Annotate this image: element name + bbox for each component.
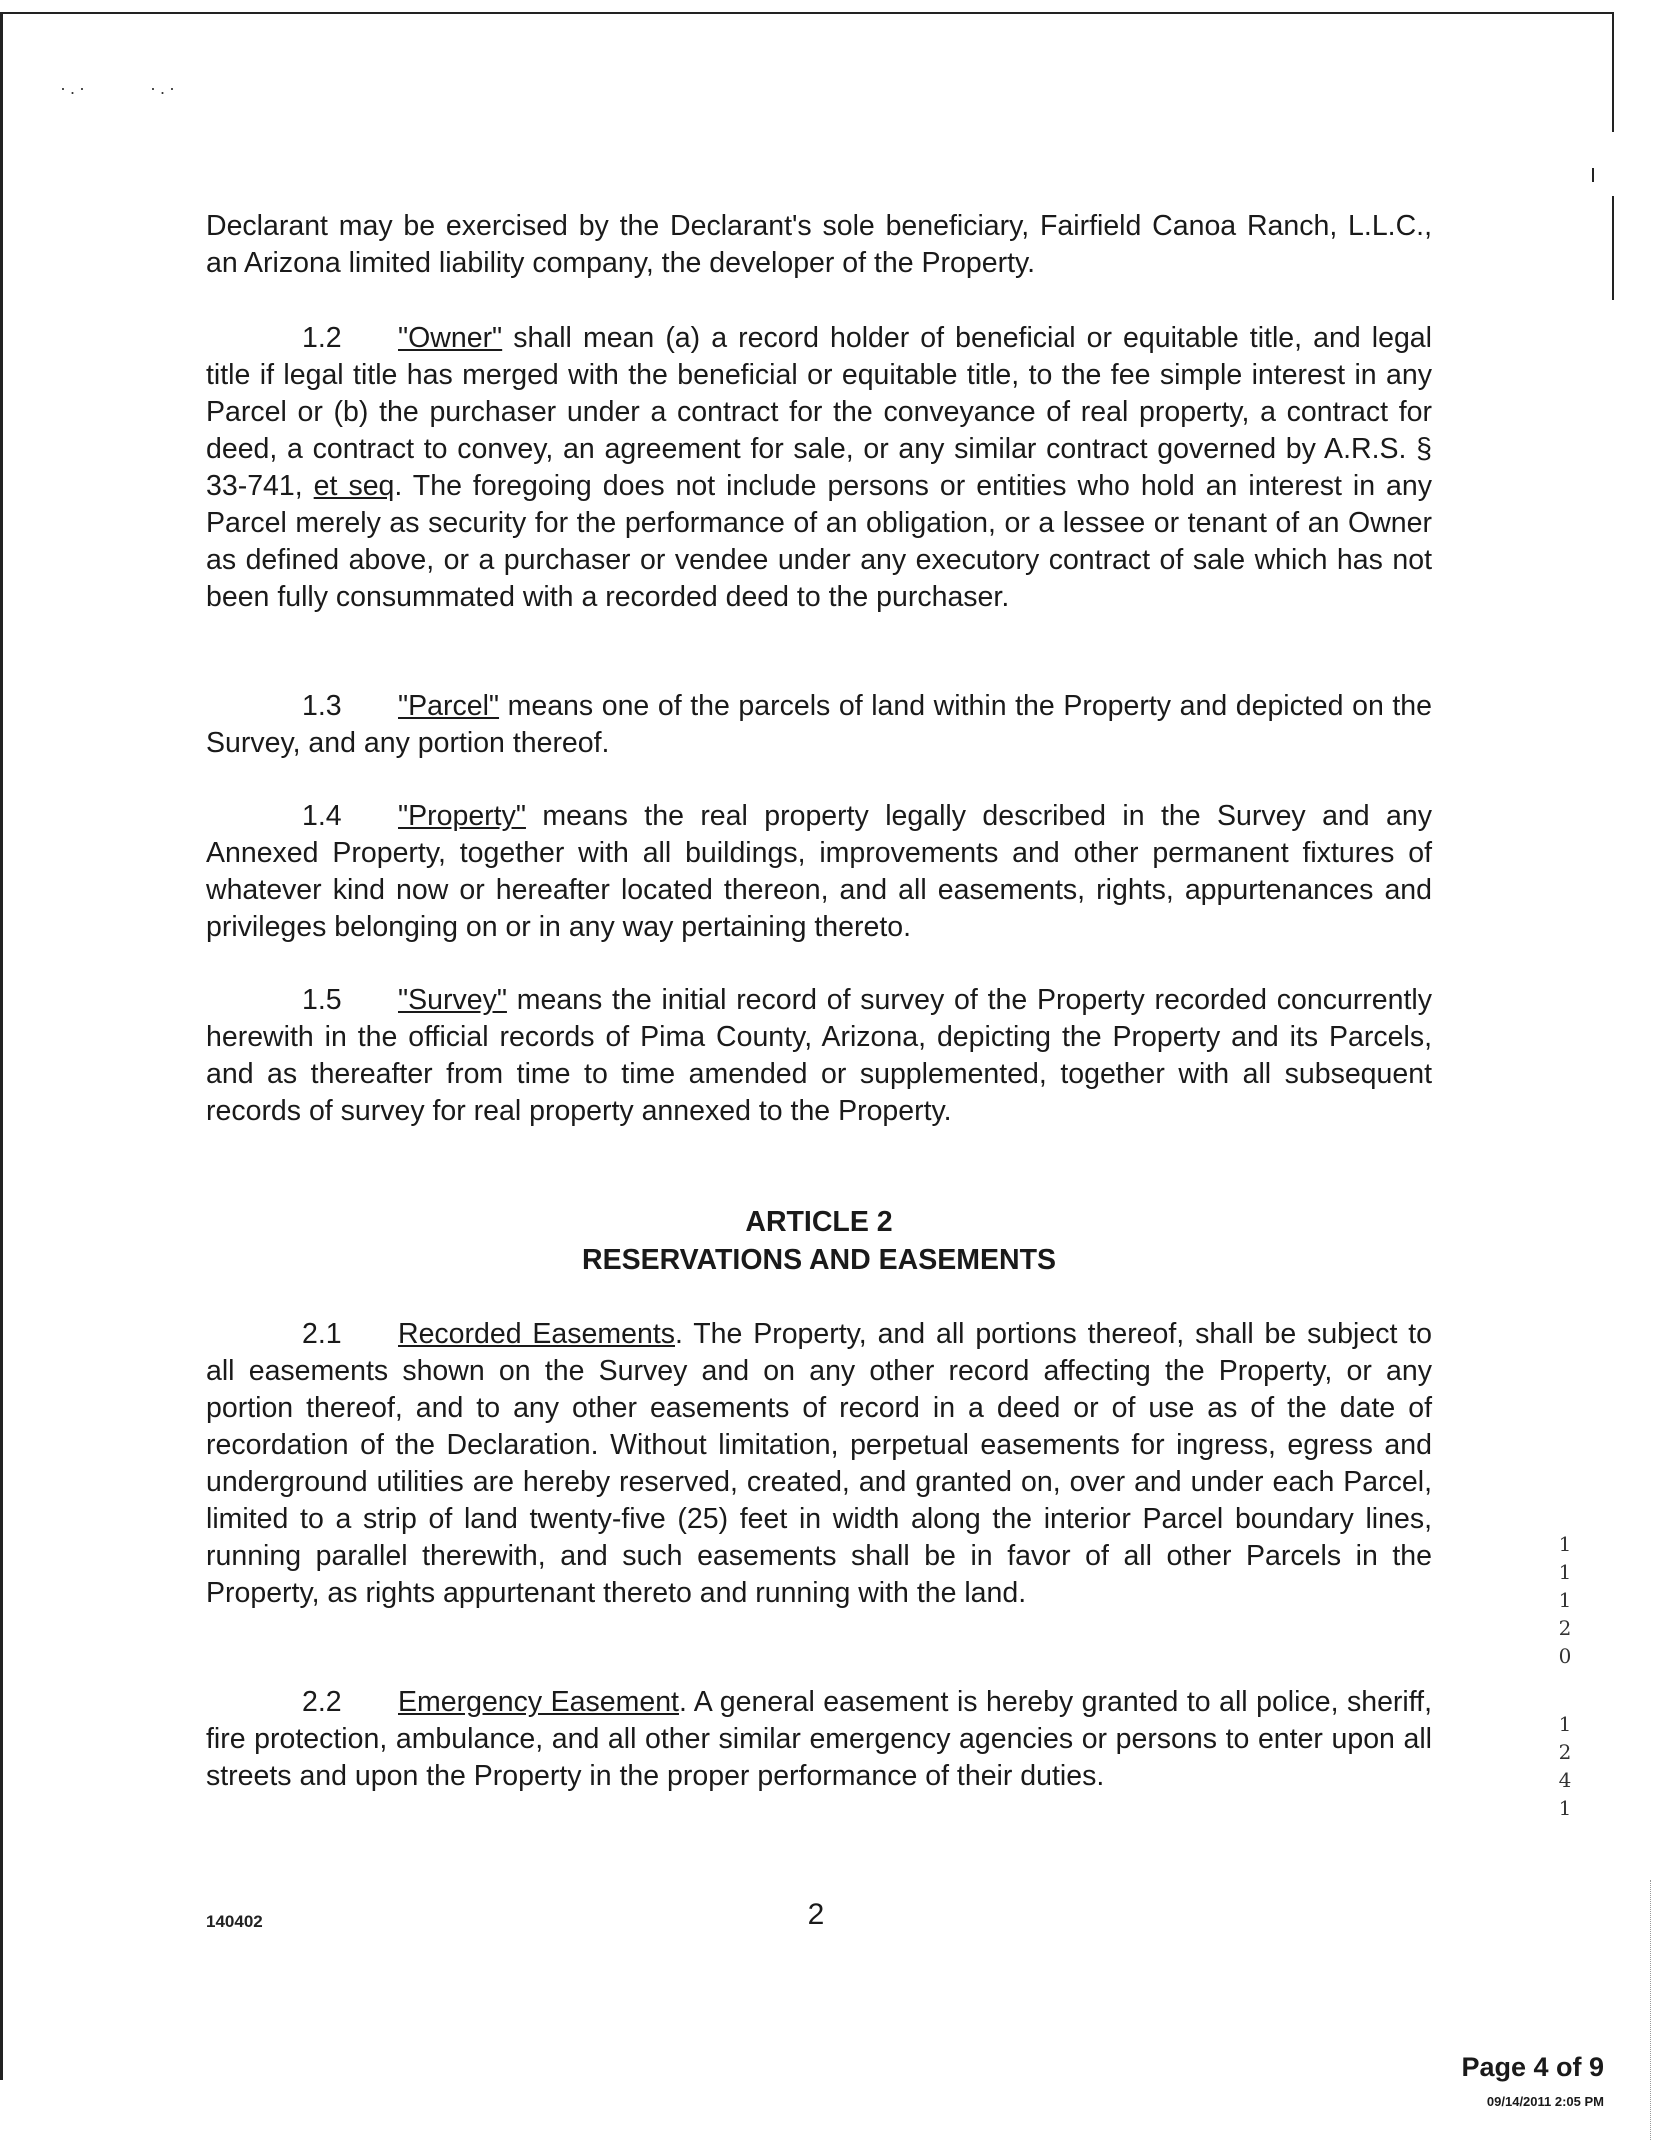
scan-border-right	[1612, 12, 1614, 132]
scan-edge-right	[1650, 1880, 1652, 2140]
stamp-digit: 1	[1558, 1532, 1572, 1556]
document-code: 140402	[206, 1912, 263, 1931]
stamp-digit: 1	[1558, 1796, 1572, 1820]
section-text: means the initial record of survey of the Property recorded concurrently herewith in the official records of Pima County, Arizona, depicting the Property and its Parcels, and as thereafter from time to time amended or supplemented, together with all subsequent records of survey for real property annexed to the Property.	[206, 984, 1432, 1127]
section-heading: Recorded Easements	[398, 1318, 675, 1350]
section-number: 1.4	[302, 800, 342, 832]
section-text: shall mean (a) a record holder of beneficial or equitable title, and legal title if legal title has merged with the beneficial or equitable title, to the fee simple interest in any Parcel or (b) the purchaser under a contract for the conveyance of real property, a contract for deed, a contract to convey, an agreement for sale, or any similar contract governed by A.R.S. § 33-741,	[206, 322, 1432, 502]
section-text: . The Property, and all portions thereof, shall be subject to all easements shown on the Survey and on any other record affecting the Property, or any portion thereof, and to any other easements of record in a deed or of use as of the date of recordation of the Declaration. Without limitation, perpetual easements for ingress, egress and underground utilities are hereby reserved, created, and granted on, over and under each Parcel, limited to a strip of land twenty-five (25) feet in width along the interior Parcel boundary lines, running parallel therewith, and such easements shall be in favor of all other Parcels in the Property, as rights appurtenant thereto and running with the land.	[206, 1318, 1433, 1609]
stamp-digit: 0	[1558, 1644, 1572, 1668]
recorder-stamp	[1552, 1530, 1578, 1822]
scan-border-top	[0, 12, 1614, 14]
section-number: 1.5	[302, 984, 342, 1016]
defined-term: "Parcel"	[398, 690, 500, 722]
defined-term: "Property"	[398, 800, 526, 832]
page-number: 2	[807, 1898, 825, 1931]
defined-term: "Survey"	[398, 984, 507, 1016]
scan-speck: ·.·	[150, 78, 179, 98]
section-2-1	[206, 1316, 1432, 1612]
stamp-digit: 1	[1558, 1712, 1572, 1736]
scan-border-left	[0, 12, 3, 2076]
stamp-digit: 1	[1558, 1588, 1572, 1612]
print-timestamp: 09/14/2011 2:05 PM	[1486, 2094, 1604, 2109]
section-heading: Emergency Easement	[398, 1686, 679, 1718]
article-subtitle: RESERVATIONS AND EASEMENTS	[581, 1244, 1056, 1276]
section-1-5	[206, 982, 1432, 1130]
section-1-2	[206, 320, 1432, 616]
scan-edge-left	[0, 1960, 3, 2080]
section-text-continued: . The foregoing does not include persons or entities who hold an interest in any Parcel merely as security for the performance of an obligation, or a lessee or tenant of an Owner as defined above, or a purchaser or vendee under any executory contract of sale which has not been fully consummated with a recorded deed to the purchaser.	[206, 470, 1432, 613]
intro-paragraph: Declarant may be exercised by the Declarant's sole beneficiary, Fairfield Canoa Ranch, L.L.C., an Arizona limited liability company, the developer of the Property.	[206, 210, 1432, 279]
stamp-digit: 2	[1558, 1616, 1572, 1640]
stamp-digit: 1	[1558, 1560, 1572, 1584]
section-number: 1.3	[302, 690, 342, 722]
et-seq: et seq	[313, 470, 395, 502]
section-2-2	[206, 1684, 1432, 1795]
article-title: ARTICLE 2	[745, 1206, 893, 1238]
section-number: 2.1	[302, 1318, 342, 1350]
section-1-3	[206, 688, 1432, 762]
defined-term: "Owner"	[398, 322, 503, 354]
section-text: . A general easement is hereby granted to all police, sheriff, fire protection, ambulance, and all other similar emergency agencies or persons to enter upon all streets and upon the Property in the proper performance of their duties.	[206, 1686, 1432, 1792]
section-number: 2.2	[302, 1686, 342, 1718]
section-text: means one of the parcels of land within the Property and depicted on the Survey, and any portion thereof.	[206, 690, 1432, 759]
section-1-4	[206, 798, 1432, 946]
scan-speck: ·.·	[60, 78, 89, 98]
scan-mark-small	[1592, 168, 1594, 182]
page-indicator: Page 4 of 9	[1461, 2052, 1604, 2082]
section-number: 1.2	[302, 322, 342, 354]
scan-mark-right	[1612, 196, 1614, 300]
stamp-digit: 2	[1558, 1740, 1572, 1764]
stamp-digit: 4	[1558, 1768, 1572, 1792]
section-text: means the real property legally described in the Survey and any Annexed Property, together with all buildings, improvements and other permanent fixtures of whatever kind now or hereafter located thereon, and all easements, rights, appurtenances and privileges belonging on or in any way pertaining thereto.	[206, 800, 1432, 943]
